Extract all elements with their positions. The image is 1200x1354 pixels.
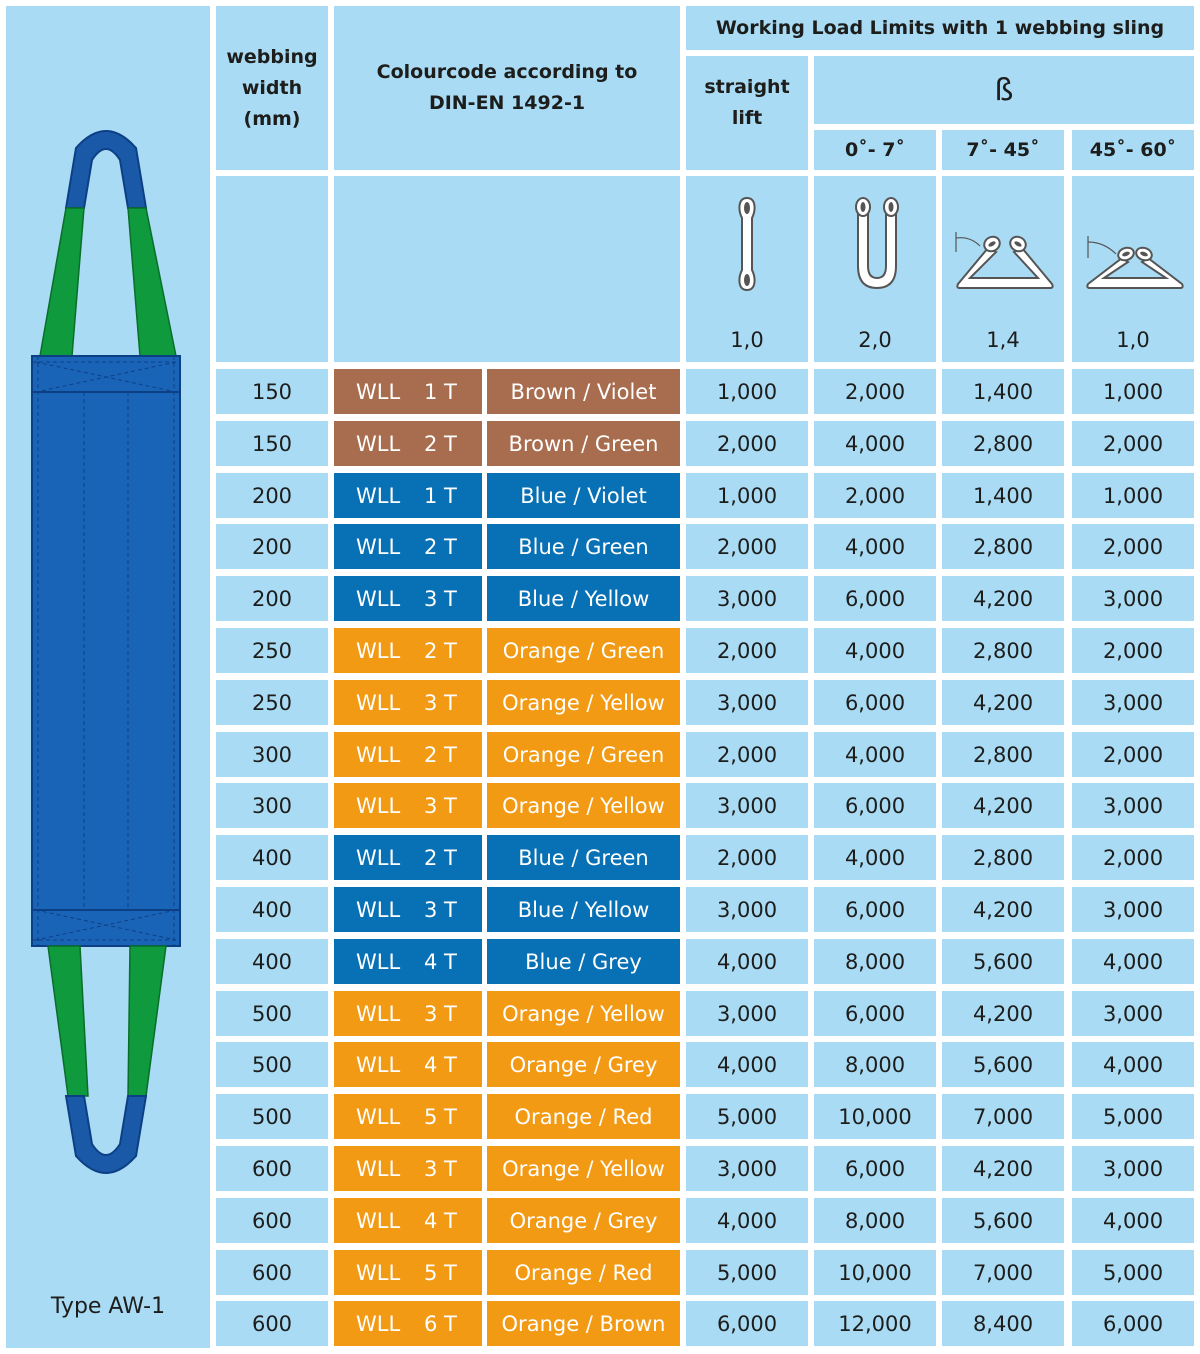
wll-tonnage: 3 T	[424, 1156, 457, 1181]
row-colour-name: Orange / Yellow	[487, 991, 680, 1036]
row-webbing-width: 300	[216, 732, 328, 777]
row-webbing-width: 600	[216, 1198, 328, 1243]
row-wll-0-7: 4,000	[814, 732, 936, 777]
row-webbing-width: 150	[216, 369, 328, 414]
wll-tonnage: 5 T	[424, 1260, 457, 1285]
row-wll-0-7: 2,000	[814, 369, 936, 414]
wll-text: WLL	[356, 1260, 401, 1285]
wll-tonnage: 3 T	[424, 1001, 457, 1026]
sling-body	[32, 356, 180, 946]
wll-text: WLL	[356, 534, 401, 559]
wll-text: WLL	[356, 1156, 401, 1181]
row-wll-45-60: 6,000	[1072, 1301, 1194, 1346]
row-wll-straight: 3,000	[686, 991, 808, 1036]
row-wll-label	[334, 887, 482, 932]
row-colour-name: Orange / Yellow	[487, 680, 680, 725]
row-wll-0-7: 4,000	[814, 835, 936, 880]
row-wll-45-60: 3,000	[1072, 783, 1194, 828]
row-wll-7-45: 4,200	[942, 887, 1064, 932]
row-wll-label	[334, 628, 482, 673]
row-colour-name: Blue / Yellow	[487, 576, 680, 621]
wll-tonnage: 3 T	[424, 793, 457, 818]
row-wll-45-60: 2,000	[1072, 524, 1194, 569]
row-colour-name: Orange / Brown	[487, 1301, 680, 1346]
row-wll-45-60: 3,000	[1072, 576, 1194, 621]
factor-0-7: 2,0	[858, 328, 892, 352]
wll-text: WLL	[356, 1311, 401, 1336]
row-colour-name: Orange / Yellow	[487, 783, 680, 828]
wll-tonnage: 3 T	[424, 690, 457, 715]
row-wll-0-7: 10,000	[814, 1250, 936, 1295]
wll-tonnage: 2 T	[424, 431, 457, 456]
row-wll-0-7: 6,000	[814, 680, 936, 725]
row-wll-45-60: 2,000	[1072, 628, 1194, 673]
row-wll-straight: 3,000	[686, 887, 808, 932]
wll-tonnage: 5 T	[424, 1104, 457, 1129]
wll-text: WLL	[356, 379, 401, 404]
row-colour-name: Orange / Grey	[487, 1198, 680, 1243]
bottom-left-leg	[48, 946, 88, 1096]
wll-tonnage: 4 T	[424, 1052, 457, 1077]
row-wll-7-45: 8,400	[942, 1301, 1064, 1346]
wll-text: WLL	[356, 1208, 401, 1233]
basket-60-icon	[1080, 232, 1188, 292]
header-straight-lift: straight lift	[686, 56, 808, 170]
factor-7-45: 1,4	[986, 328, 1020, 352]
row-colour-name: Blue / Green	[487, 524, 680, 569]
row-wll-0-7: 4,000	[814, 421, 936, 466]
row-wll-straight: 4,000	[686, 1198, 808, 1243]
wll-tonnage: 3 T	[424, 586, 457, 611]
row-wll-7-45: 1,400	[942, 473, 1064, 518]
header-webbing-width: webbing width (mm)	[216, 6, 328, 170]
row-wll-7-45: 4,200	[942, 1146, 1064, 1191]
row-wll-label	[334, 732, 482, 777]
row-colour-name: Blue / Violet	[487, 473, 680, 518]
wll-text: WLL	[356, 845, 401, 870]
row-wll-7-45: 4,200	[942, 991, 1064, 1036]
row-wll-0-7: 6,000	[814, 576, 936, 621]
row-colour-name: Orange / Yellow	[487, 1146, 680, 1191]
straight-lift-icon	[730, 196, 764, 292]
row-wll-45-60: 3,000	[1072, 1146, 1194, 1191]
row-wll-label	[334, 1198, 482, 1243]
row-webbing-width: 300	[216, 783, 328, 828]
wll-tonnage: 1 T	[424, 483, 457, 508]
row-wll-7-45: 4,200	[942, 783, 1064, 828]
row-webbing-width: 250	[216, 680, 328, 725]
row-wll-0-7: 6,000	[814, 887, 936, 932]
row-webbing-width: 200	[216, 576, 328, 621]
row-wll-label	[334, 473, 482, 518]
icon-row-width-blank	[216, 176, 328, 362]
wll-tonnage: 4 T	[424, 949, 457, 974]
row-wll-45-60: 2,000	[1072, 732, 1194, 777]
row-webbing-width: 500	[216, 1094, 328, 1139]
row-wll-7-45: 4,200	[942, 680, 1064, 725]
row-wll-0-7: 8,000	[814, 939, 936, 984]
row-wll-label	[334, 1250, 482, 1295]
row-wll-straight: 3,000	[686, 576, 808, 621]
row-colour-name: Orange / Red	[487, 1094, 680, 1139]
type-label: Type AW-1	[50, 1294, 166, 1319]
wll-tonnage: 4 T	[424, 1208, 457, 1233]
row-wll-7-45: 4,200	[942, 576, 1064, 621]
wll-text: WLL	[356, 949, 401, 974]
row-webbing-width: 200	[216, 473, 328, 518]
top-left-leg	[40, 208, 84, 356]
row-webbing-width: 400	[216, 887, 328, 932]
wll-text: WLL	[356, 1052, 401, 1077]
row-webbing-width: 400	[216, 835, 328, 880]
row-wll-straight: 1,000	[686, 473, 808, 518]
row-wll-7-45: 2,800	[942, 835, 1064, 880]
wll-text: WLL	[356, 431, 401, 456]
row-wll-straight: 5,000	[686, 1250, 808, 1295]
row-webbing-width: 500	[216, 991, 328, 1036]
factor-45-60: 1,0	[1116, 328, 1150, 352]
header-angle-7-45: 7˚- 45˚	[942, 130, 1064, 170]
bottom-right-leg	[128, 946, 166, 1096]
row-wll-straight: 2,000	[686, 421, 808, 466]
row-webbing-width: 600	[216, 1301, 328, 1346]
row-wll-straight: 2,000	[686, 524, 808, 569]
wll-text: WLL	[356, 1104, 401, 1129]
wll-text: WLL	[356, 638, 401, 663]
row-wll-label	[334, 939, 482, 984]
row-wll-straight: 3,000	[686, 680, 808, 725]
row-wll-7-45: 7,000	[942, 1094, 1064, 1139]
row-wll-0-7: 4,000	[814, 524, 936, 569]
wll-text: WLL	[356, 1001, 401, 1026]
sling-illustration	[20, 120, 196, 1185]
row-wll-45-60: 5,000	[1072, 1094, 1194, 1139]
wll-tonnage: 1 T	[424, 379, 457, 404]
row-colour-name: Blue / Grey	[487, 939, 680, 984]
row-wll-straight: 4,000	[686, 939, 808, 984]
row-wll-7-45: 2,800	[942, 421, 1064, 466]
row-wll-label	[334, 783, 482, 828]
row-wll-label	[334, 1042, 482, 1087]
row-wll-45-60: 3,000	[1072, 887, 1194, 932]
row-wll-45-60: 2,000	[1072, 421, 1194, 466]
row-wll-label	[334, 991, 482, 1036]
row-wll-7-45: 2,800	[942, 628, 1064, 673]
row-webbing-width: 400	[216, 939, 328, 984]
row-webbing-width: 600	[216, 1146, 328, 1191]
row-webbing-width: 200	[216, 524, 328, 569]
row-wll-straight: 3,000	[686, 783, 808, 828]
wll-tonnage: 2 T	[424, 742, 457, 767]
row-wll-label	[334, 835, 482, 880]
row-colour-name: Orange / Green	[487, 732, 680, 777]
header-angle-45-60: 45˚- 60˚	[1072, 130, 1194, 170]
row-wll-45-60: 3,000	[1072, 991, 1194, 1036]
row-wll-0-7: 8,000	[814, 1198, 936, 1243]
row-webbing-width: 600	[216, 1250, 328, 1295]
row-wll-straight: 3,000	[686, 1146, 808, 1191]
row-wll-straight: 1,000	[686, 369, 808, 414]
row-wll-45-60: 5,000	[1072, 1250, 1194, 1295]
row-wll-45-60: 3,000	[1072, 680, 1194, 725]
row-wll-label	[334, 680, 482, 725]
row-colour-name: Brown / Violet	[487, 369, 680, 414]
top-eye-loop	[66, 131, 146, 208]
wll-text: WLL	[356, 690, 401, 715]
wll-tonnage: 2 T	[424, 638, 457, 663]
row-wll-straight: 5,000	[686, 1094, 808, 1139]
row-wll-0-7: 10,000	[814, 1094, 936, 1139]
row-wll-label	[334, 524, 482, 569]
row-wll-7-45: 1,400	[942, 369, 1064, 414]
row-wll-straight: 6,000	[686, 1301, 808, 1346]
icon-row-colour-blank	[334, 176, 680, 362]
row-colour-name: Brown / Green	[487, 421, 680, 466]
row-wll-45-60: 4,000	[1072, 939, 1194, 984]
row-colour-name: Orange / Green	[487, 628, 680, 673]
row-colour-name: Blue / Green	[487, 835, 680, 880]
header-colourcode: Colourcode according to DIN-EN 1492-1	[334, 6, 680, 170]
row-wll-label	[334, 1146, 482, 1191]
row-wll-45-60: 4,000	[1072, 1198, 1194, 1243]
row-colour-name: Orange / Red	[487, 1250, 680, 1295]
basket-45-icon	[950, 228, 1058, 292]
row-wll-0-7: 2,000	[814, 473, 936, 518]
row-wll-7-45: 5,600	[942, 939, 1064, 984]
wll-text: WLL	[356, 586, 401, 611]
row-webbing-width: 500	[216, 1042, 328, 1087]
row-wll-label	[334, 576, 482, 621]
row-wll-0-7: 8,000	[814, 1042, 936, 1087]
row-webbing-width: 250	[216, 628, 328, 673]
wll-text: WLL	[356, 483, 401, 508]
wll-tonnage: 2 T	[424, 845, 457, 870]
u-sling-icon	[852, 196, 902, 292]
row-wll-7-45: 2,800	[942, 524, 1064, 569]
row-wll-45-60: 1,000	[1072, 369, 1194, 414]
bottom-eye-loop	[66, 1096, 146, 1173]
row-wll-label	[334, 421, 482, 466]
row-wll-0-7: 6,000	[814, 783, 936, 828]
row-wll-0-7: 4,000	[814, 628, 936, 673]
row-wll-straight: 4,000	[686, 1042, 808, 1087]
row-wll-7-45: 5,600	[942, 1042, 1064, 1087]
row-wll-label	[334, 369, 482, 414]
row-wll-straight: 2,000	[686, 628, 808, 673]
row-webbing-width: 150	[216, 421, 328, 466]
header-wll-title: Working Load Limits with 1 webbing sling	[686, 6, 1194, 50]
row-wll-0-7: 12,000	[814, 1301, 936, 1346]
wll-tonnage: 3 T	[424, 897, 457, 922]
wll-tonnage: 6 T	[424, 1311, 457, 1336]
header-angle-0-7: 0˚- 7˚	[814, 130, 936, 170]
row-wll-7-45: 5,600	[942, 1198, 1064, 1243]
row-wll-label	[334, 1301, 482, 1346]
row-wll-45-60: 1,000	[1072, 473, 1194, 518]
row-wll-0-7: 6,000	[814, 1146, 936, 1191]
row-wll-0-7: 6,000	[814, 991, 936, 1036]
row-colour-name: Blue / Yellow	[487, 887, 680, 932]
top-right-leg	[128, 208, 176, 356]
factor-straight: 1,0	[730, 328, 764, 352]
header-beta: ß	[814, 56, 1194, 124]
row-wll-straight: 2,000	[686, 835, 808, 880]
wll-text: WLL	[356, 793, 401, 818]
row-wll-7-45: 2,800	[942, 732, 1064, 777]
wll-tonnage: 2 T	[424, 534, 457, 559]
row-wll-straight: 2,000	[686, 732, 808, 777]
row-wll-7-45: 7,000	[942, 1250, 1064, 1295]
row-wll-label	[334, 1094, 482, 1139]
row-colour-name: Orange / Grey	[487, 1042, 680, 1087]
wll-text: WLL	[356, 742, 401, 767]
row-wll-45-60: 2,000	[1072, 835, 1194, 880]
wll-text: WLL	[356, 897, 401, 922]
row-wll-45-60: 4,000	[1072, 1042, 1194, 1087]
